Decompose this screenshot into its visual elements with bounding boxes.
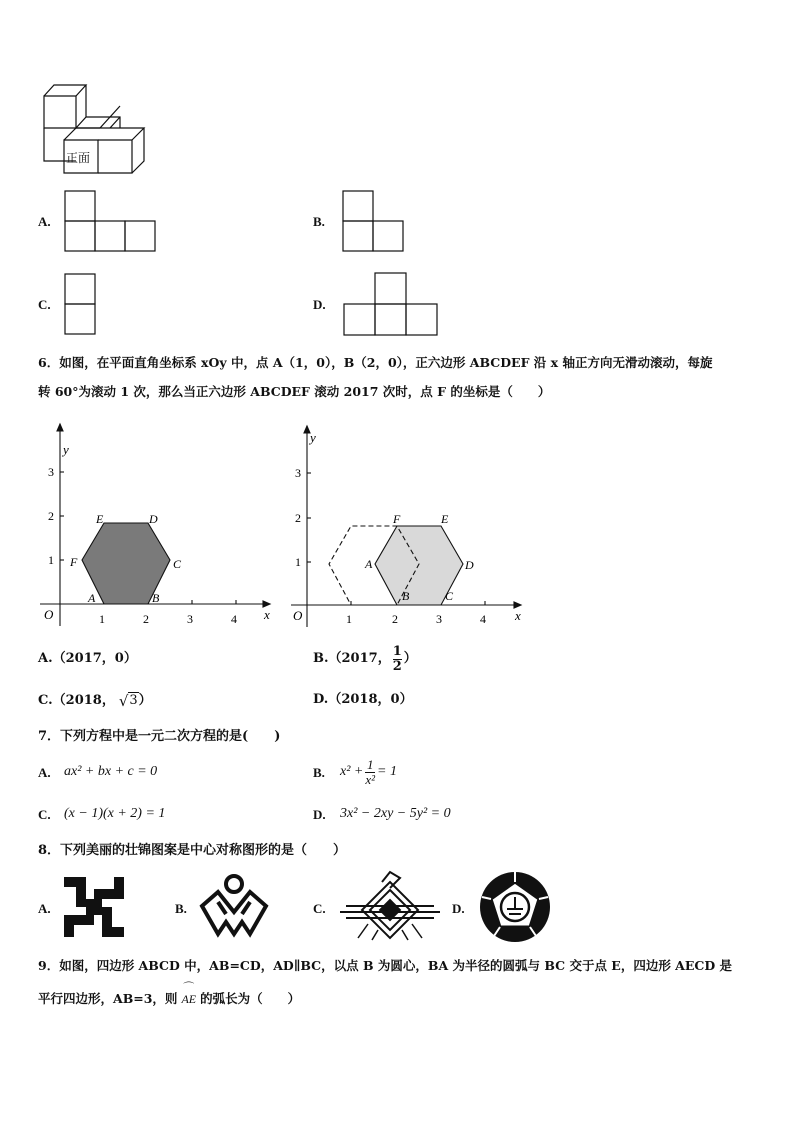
q7-option-d-expr: 3x² − 2xy − 5y² = 0 (340, 806, 451, 821)
q7-option-d-letter: D. (313, 807, 326, 822)
vertex-f: F (70, 555, 78, 569)
q8-pattern-c-image (338, 868, 442, 942)
q6-right-figure (285, 420, 535, 632)
q8-pattern-d-image (478, 870, 552, 944)
arc-ae-notation (181, 982, 197, 1007)
q5-option-c-letter: C. (38, 297, 51, 312)
q7-option-a-expr: ax² + bx + c = 0 (64, 764, 158, 779)
x-axis-label: x (515, 608, 521, 623)
q7-stem: 7．下列方程中是一元二次方程的是( ) (38, 729, 281, 744)
x-tick-1: 1 (99, 612, 105, 626)
vertex-b: B (152, 591, 160, 605)
denominator: x² (365, 771, 376, 787)
vertex-e: E (441, 512, 449, 526)
y-tick-1: 1 (48, 553, 54, 567)
q7-option-b-expr (340, 752, 397, 792)
q8-pattern-b-image (198, 872, 270, 942)
q6-option-c-radicand: 3 (129, 693, 138, 708)
vertex-c: C (173, 557, 182, 571)
q5-option-d-view (343, 272, 439, 336)
y-tick-2: 2 (48, 509, 54, 523)
vertex-b: B (402, 589, 410, 603)
q7-b-post: = 1 (377, 764, 397, 779)
q6-option-c (38, 692, 152, 709)
q6-option-b (313, 640, 417, 678)
q9-line2-pre: 平行四边形，AB=3，则 (38, 991, 178, 1006)
q8-option-d-letter: D. (452, 901, 465, 916)
x-tick-2: 2 (392, 612, 398, 626)
numerator: 1 (392, 643, 402, 659)
x-tick-3: 3 (436, 612, 442, 626)
q5-option-d-letter: D. (313, 297, 326, 312)
q7-option-c-letter: C. (38, 807, 51, 822)
y-tick-1: 1 (295, 555, 301, 569)
cube-face (44, 96, 76, 128)
q7-b-pre: x² + (340, 764, 364, 779)
q6-option-c-pre: C.（2018， (38, 692, 115, 708)
x-tick-4: 4 (231, 612, 237, 626)
q5-option-b-letter: B. (313, 214, 325, 229)
q9-stem-line2 (38, 982, 301, 1007)
q9-stem-line1: 9．如图，四边形 ABCD 中，AB=CD，AD∥BC，以点 B 为圆心，BA 为半径的圆弧与 BC 交于点 E，四边形 AECD 是 (38, 958, 733, 973)
q5-option-b-view (342, 190, 406, 254)
origin-label: O (293, 608, 303, 623)
q8-pattern-a-image (62, 875, 126, 939)
q8-option-c-letter: C. (313, 901, 326, 916)
numerator: 1 (366, 756, 374, 772)
arc-symbol: ⌒ (183, 982, 195, 994)
arc-label: AE (181, 992, 197, 1006)
y-axis-label: y (63, 442, 69, 457)
y-axis-label: y (310, 430, 316, 445)
vertex-f: F (393, 512, 401, 526)
origin-label: O (44, 607, 54, 622)
vertex-d: D (149, 512, 158, 526)
cube-top (44, 85, 86, 96)
q6-stem-line1: 6．如图，在平面直角坐标系 xOy 中，点 A（1，0），B（2，0），正六边形 ABCDEF 沿 x 轴正方向无滑动滚动，每旋 (38, 355, 713, 370)
q9-line2-post: 的弧长为（ ） (200, 991, 301, 1006)
x-tick-2: 2 (143, 612, 149, 626)
q8-stem: 8．下列美丽的壮锦图案是中心对称图形的是（ ） (38, 843, 347, 858)
q6-option-c-post: ） (138, 692, 152, 708)
y-tick-2: 2 (295, 511, 301, 525)
sqrt-symbol: √ (118, 691, 129, 710)
x-tick-4: 4 (480, 612, 486, 626)
q6-left-figure (30, 418, 280, 630)
vertex-d: D (465, 558, 474, 572)
vertex-c: C (445, 589, 454, 603)
vertex-a: A (365, 557, 373, 571)
front-label: 正面 (66, 151, 91, 165)
q6-option-b-post: ） (403, 651, 417, 666)
q5-option-c-view (64, 273, 98, 337)
x-tick-3: 3 (187, 612, 193, 626)
vertex-a: A (88, 591, 96, 605)
q7-option-b-letter: B. (313, 765, 325, 780)
q7-option-c-expr: (x − 1)(x + 2) = 1 (64, 806, 166, 821)
q5-option-a-letter: A. (38, 214, 51, 229)
q5-option-a-view (64, 190, 158, 254)
q6-option-b-pre: B.（2017， (313, 651, 391, 666)
q6-option-b-fraction (393, 645, 402, 674)
vertex-e: E (96, 512, 104, 526)
q6-option-d: D.（2018，0） (313, 692, 413, 707)
x-tick-1: 1 (346, 612, 352, 626)
q6-stem-line2: 转 60°为滚动 1 次，那么当正六边形 ABCDEF 滚动 2017 次时，点 F 的坐标是（ ） (38, 384, 551, 399)
q8-option-a-letter: A. (38, 901, 51, 916)
q5-cube-figure (40, 82, 150, 177)
y-tick-3: 3 (48, 465, 54, 479)
denominator: 2 (392, 658, 402, 674)
y-tick-3: 3 (295, 466, 301, 480)
x-axis-label: x (264, 607, 270, 622)
q6-option-a: A.（2017，0） (38, 651, 137, 666)
q8-option-b-letter: B. (175, 901, 187, 916)
q7-option-a-letter: A. (38, 765, 51, 780)
q7-b-fraction (365, 758, 375, 787)
